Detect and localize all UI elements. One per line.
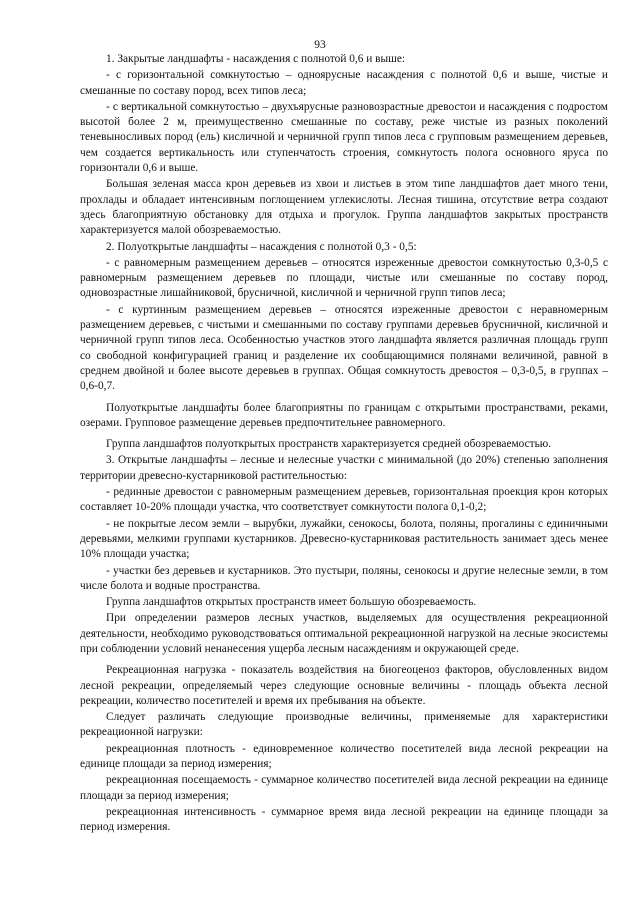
paragraph: - участки без деревьев и кустарников. Это пустыри, поляны, сенокосы и другие нелесные земли, в том числе болота и водные пространства. [80,564,608,592]
paragraph: Большая зеленая масса крон деревьев из хвои и листьев в этом типе ландшафтов дает много тени, прохлады и обладает интенсивным поглощением углекислоты. Лесная тишина, отсутствие ветра создают здесь благоприятную обстановку для отдыха и прогулок. Группа ландшафтов закрытых пространств характеризуется малой обозреваемостью. [80,178,608,237]
paragraph: рекреационная плотность - единовременное количество посетителей вида лесной рекреации на единице площади за период измерения; [80,742,608,771]
paragraph: - с равномерным размещением деревьев – относятся изреженные древостои сомкнутостью 0,3-0,5 с равномерным размещением деревьев по площади, чистые или смешанные по составу пород, одновозрастные лишайниковой, брусничной, кисличной и черничной групп типов леса; [80,256,608,300]
paragraph: Группа ландшафтов полуоткрытых пространств характеризуется средней обозреваемостью. [106,438,552,451]
paragraph: 3. Открытые ландшафты – лесные и нелесные участки с минимальной (до 20%) степенью заполнения территории древесно-кустарниковой растительностью: [80,454,608,482]
paragraph: рекреационная интенсивность - суммарное время вида лесной рекреации на единице площади за период измерения. [80,805,608,834]
paragraph: Полуоткрытые ландшафты более благоприятны по границам с открытыми пространствами, реками, озерами. Групповое размещение деревьев предпочтительнее равномерного. [80,401,608,429]
page-number: 93 [314,39,326,51]
paragraph: Рекреационная нагрузка - показатель воздействия на биогеоценоз факторов, обусловленных видом лесной рекреации, определяемый через следующие основные величины - площадь объекта лесной рекреации, количество посетителей и время их пребывания на объекте. [80,664,608,707]
paragraph: - с куртинным размещением деревьев – относятся изреженные древостои с неравномерным размещением деревьев, с чистыми и смешанными по составу группами деревьев брусничной, кисличной и черничной групп типов леса. Особенностью участков этого ландшафта является различная площадь групп со свободной конфигурацией границ и разделение их сообщающимися полянами величиной, равной в среднем двойной и более высоте деревьев в группах. Общая сомкнутость древостоя – 0,3-0,5, в группах – 0,6-0,7. [80,303,608,393]
document-body [80,52,608,836]
paragraph: Следует различать следующие производные величины, применяемые для характеристики рекреационной нагрузки: [80,711,608,739]
paragraph: рекреационная посещаемость - суммарное количество посетителей вида лесной рекреации на единице площади за период измерения; [80,774,608,802]
paragraph: 1. Закрытые ландшафты - насаждения с полнотой 0,6 и выше: [106,53,406,65]
paragraph: - с горизонтальной сомкнутостью – одноярусные насаждения с полнотой 0,6 и выше, чистые и смешанные по составу пород, всех типов леса; [80,69,608,97]
paragraph: Группа ландшафтов открытых пространств имеет большую обозреваемость. [106,596,477,609]
paragraph: 2. Полуоткрытые ландшафты – насаждения с полнотой 0,3 - 0,5: [106,240,417,253]
paragraph: При определении размеров лесных участков, выделяемых для осуществления рекреационной деятельности, необходимо руководствоваться оптимальной рекреационной нагрузкой на лесные экосистемы при соблюдении условий ненанесения ущерба лесным насаждениям и окружающей среде. [80,612,608,655]
paragraph: - с вертикальной сомкнутостью – двухъярусные разновозрастные древостои и насаждения с подростом высотой более 2 м, преимущественно смешанные по составу, реже чистые из разных поколений теневыносливых пород (ель) кисличной и черничной групп типов леса с групповым размещением деревьев, чем создается вертикальность или ступенчатость строения, сомкнутость полога основного яруса по горизонтали 0,6 и выше. [80,100,608,175]
paragraph: - рединные древостои с равномерным размещением деревьев, горизонтальная проекция крон которых составляет 10-20% площади участка, что соответствует сомкнутости полога 0,1-0,2; [80,486,608,514]
paragraph: - не покрытые лесом земли – вырубки, лужайки, сенокосы, болота, поляны, прогалины с единичными деревьями, мелкими группами кустарников. Древесно-кустарниковая растительность занимает здесь менее 10% площади участка; [80,517,608,561]
